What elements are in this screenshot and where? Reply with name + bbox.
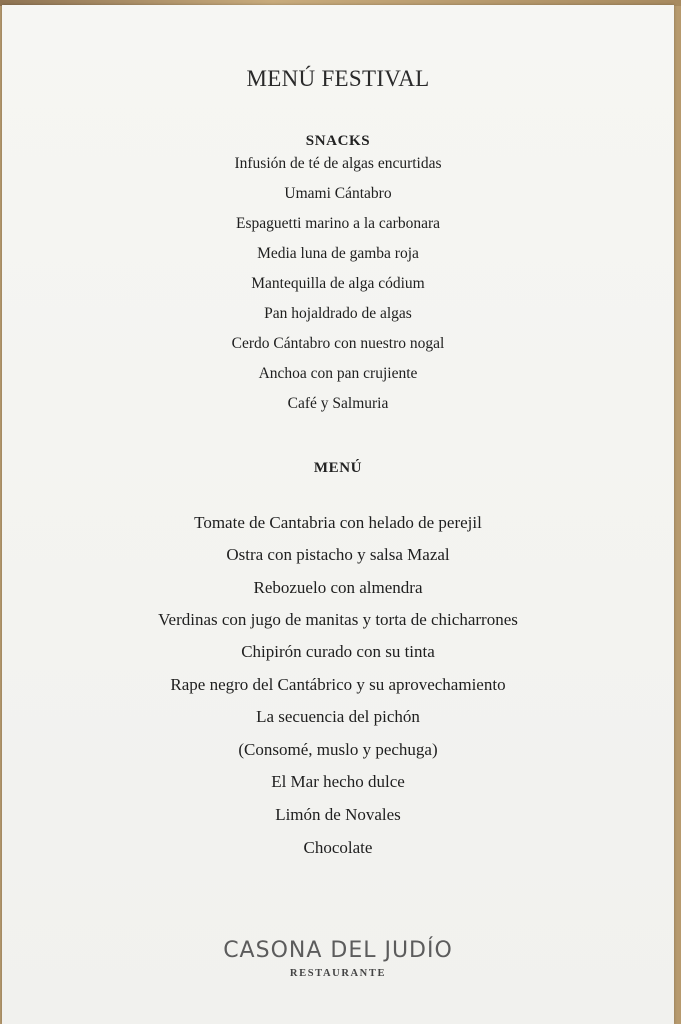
menu-item: Verdinas con jugo de manitas y torta de chicharrones [158,610,518,629]
snack-item: Umami Cántabro [284,185,392,202]
menu-item: Chipirón curado con su tinta [241,642,435,661]
menu-item: Rebozuelo con almendra [253,578,423,597]
snack-item: Anchoa con pan crujiente [258,365,418,382]
snack-item: Cerdo Cántabro con nuestro nogal [231,335,445,352]
snack-item: Infusión de té de algas encurtidas [234,155,442,172]
menu-item: La secuencia del pichón [256,707,420,726]
menu-heading: MENÚ [313,460,363,476]
restaurant-logo-subtitle: RESTAURANTE [289,968,387,979]
snack-item: Café y Salmuria [287,395,389,412]
snack-item: Media luna de gamba roja [257,245,419,262]
snack-item: Pan hojaldrado de algas [264,305,412,322]
snack-item: Mantequilla de alga códium [251,275,425,292]
menu-item: Rape negro del Cantábrico y su aprovechamiento [170,675,506,694]
menu-item: Tomate de Cantabria con helado de perejil [194,513,482,532]
restaurant-logo-name: CASONA DEL JUDÍO [223,938,453,963]
menu-item: Ostra con pistacho y salsa Mazal [226,545,450,564]
menu-item: Limón de Novales [275,805,401,824]
menu-item: (Consomé, muslo y pechuga) [238,740,438,759]
snacks-heading: SNACKS [305,133,371,149]
snack-item: Espaguetti marino a la carbonara [236,215,440,232]
menu-item: Chocolate [303,838,373,857]
menu-title: MENÚ FESTIVAL [246,66,430,91]
menu-item: El Mar hecho dulce [271,772,405,791]
menu-card [2,5,674,1024]
